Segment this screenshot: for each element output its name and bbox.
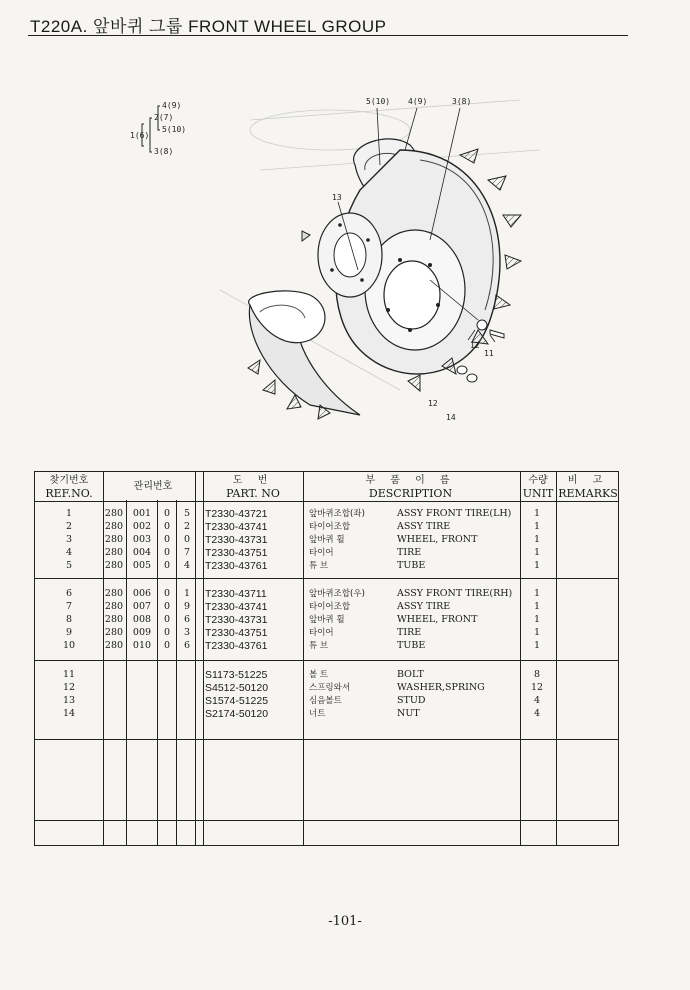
table-row — [35, 669, 618, 681]
row-name-kr: 볼 트 — [309, 670, 329, 680]
table-row — [35, 708, 618, 720]
row-mgmt-1: 280 — [104, 601, 124, 612]
row-description: NUT — [397, 708, 420, 719]
row-mgmt-3: 0 — [163, 640, 171, 651]
header-unit-en: UNIT — [522, 487, 554, 500]
row-part-no: T2330-43711 — [205, 588, 267, 600]
row-name-kr: 심음볼트 — [309, 696, 342, 706]
page-title: T220A. 앞바퀴 그룹 FRONT WHEEL GROUP — [30, 17, 387, 36]
row-mgmt-2: 002 — [132, 521, 152, 532]
row-name-kr: 앞바퀴 휠 — [309, 615, 345, 625]
header-part-kr: 도 번 — [232, 475, 274, 486]
header-mgmt — [103, 480, 203, 493]
row-description: ASSY TIRE — [397, 601, 451, 612]
row-name-kr: 타이어 — [309, 628, 334, 638]
title-divider — [28, 35, 628, 36]
row-ref: 5 — [65, 560, 73, 571]
header-mgmt-kr: 관리번호 — [133, 481, 173, 492]
row-part-no: S4512-50120 — [205, 682, 269, 694]
table-row — [35, 534, 618, 546]
table-row — [35, 601, 618, 613]
row-mgmt-4: 0 — [183, 534, 191, 545]
row-part-no: S2174-50120 — [205, 708, 269, 720]
row-part-no: T2330-43731 — [205, 534, 268, 546]
table-row — [35, 614, 618, 626]
callout-label: 4(9) — [408, 97, 428, 106]
row-mgmt-2: 010 — [132, 640, 152, 651]
row-part-no: T2330-43761 — [205, 560, 268, 572]
table-row — [35, 627, 618, 639]
row-unit: 4 — [533, 708, 541, 719]
row-mgmt-1: 280 — [104, 534, 124, 545]
row-mgmt-3: 0 — [163, 614, 171, 625]
row-unit: 8 — [533, 669, 541, 680]
row-ref: 14 — [62, 708, 76, 719]
row-mgmt-4: 4 — [183, 560, 191, 571]
header-ref — [35, 474, 103, 500]
row-description: TIRE — [397, 627, 422, 638]
callout-label: 14 — [446, 413, 456, 422]
row-mgmt-4: 7 — [183, 547, 191, 558]
row-description: TUBE — [397, 560, 426, 571]
header-part-en: PART. NO — [226, 487, 280, 500]
row-part-no: T2330-43741 — [205, 601, 268, 613]
row-mgmt-4: 6 — [183, 640, 191, 651]
row-name-kr: 튜 브 — [309, 561, 329, 571]
row-unit: 1 — [533, 534, 541, 545]
row-mgmt-3: 0 — [163, 547, 171, 558]
row-mgmt-2: 007 — [132, 601, 152, 612]
row-name-kr: 앞바퀴 휠 — [309, 535, 345, 545]
row-unit: 1 — [533, 640, 541, 651]
row-part-no: T2330-43721 — [205, 508, 268, 520]
callout-label: 3(8) — [154, 147, 174, 156]
row-mgmt-2: 001 — [132, 508, 152, 519]
header-remarks-kr: 비 고 — [567, 475, 609, 486]
row-mgmt-3: 0 — [163, 627, 171, 638]
row-mgmt-1: 280 — [104, 560, 124, 571]
row-part-no: T2330-43731 — [205, 614, 268, 626]
row-mgmt-3: 0 — [163, 508, 171, 519]
row-mgmt-3: 0 — [163, 601, 171, 612]
row-divider — [35, 820, 618, 821]
row-description: ASSY TIRE — [397, 521, 451, 532]
row-description: WHEEL, FRONT — [397, 534, 478, 545]
hub-disc — [302, 213, 382, 297]
row-mgmt-1: 280 — [104, 627, 124, 638]
row-unit: 1 — [533, 614, 541, 625]
row-mgmt-4: 5 — [183, 508, 191, 519]
header-remarks — [556, 474, 620, 500]
row-description: TIRE — [397, 547, 422, 558]
table-row — [35, 547, 618, 559]
row-name-kr: 앞바퀴조합(좌) — [309, 509, 365, 519]
row-mgmt-3: 0 — [163, 560, 171, 571]
header-unit-kr: 수량 — [528, 475, 548, 486]
parts-table — [34, 471, 619, 846]
header-desc-kr: 부 품 이 름 — [365, 475, 456, 486]
row-mgmt-4: 3 — [183, 627, 191, 638]
row-ref: 7 — [65, 601, 73, 612]
callout-label: 12 — [428, 399, 438, 408]
row-ref: 13 — [62, 695, 76, 706]
header-remarks-en: REMARKS — [558, 487, 618, 500]
row-divider — [35, 660, 618, 661]
header-desc — [303, 474, 518, 500]
row-ref: 1 — [65, 508, 73, 519]
row-mgmt-2: 008 — [132, 614, 152, 625]
row-part-no: S1173-51225 — [205, 669, 268, 681]
page-number: -101- — [328, 914, 362, 929]
row-mgmt-4: 9 — [183, 601, 191, 612]
row-name-kr: 타이어 — [309, 548, 334, 558]
top-left-callouts — [130, 101, 186, 156]
row-part-no: S1574-51225 — [205, 695, 269, 707]
row-name-kr: 타이어조합 — [309, 522, 351, 532]
row-mgmt-4: 2 — [183, 521, 191, 532]
row-description: TUBE — [397, 640, 426, 651]
row-name-kr: 앞바퀴조합(우) — [309, 589, 365, 599]
row-name-kr: 너트 — [309, 709, 326, 719]
row-mgmt-2: 006 — [132, 588, 152, 599]
row-name-kr: 타이어조합 — [309, 602, 351, 612]
row-divider — [35, 739, 618, 740]
row-name-kr: 스프링와셔 — [309, 683, 351, 693]
row-divider — [35, 501, 618, 502]
row-ref: 6 — [65, 588, 73, 599]
callout-label: 5(10) — [162, 125, 187, 134]
callout-label: 4(9) — [162, 101, 182, 110]
row-part-no: T2330-43761 — [205, 640, 268, 652]
row-mgmt-2: 004 — [132, 547, 152, 558]
row-ref: 10 — [62, 640, 76, 651]
row-description: ASSY FRONT TIRE(RH) — [397, 588, 513, 599]
table-row — [35, 640, 618, 652]
header-desc-en: DESCRIPTION — [368, 487, 453, 500]
row-description: BOLT — [397, 669, 424, 680]
table-row — [35, 682, 618, 694]
row-mgmt-4: 1 — [183, 588, 191, 599]
row-ref: 8 — [65, 614, 73, 625]
row-mgmt-1: 280 — [104, 508, 124, 519]
row-unit: 1 — [533, 560, 541, 571]
row-mgmt-3: 0 — [163, 534, 171, 545]
row-mgmt-1: 280 — [104, 521, 124, 532]
row-unit: 1 — [533, 547, 541, 558]
callout-label: 12 — [470, 341, 480, 350]
callout-label: 1(6) — [130, 131, 150, 140]
row-unit: 4 — [533, 695, 541, 706]
header-ref-en: REF.NO. — [45, 487, 93, 500]
row-description: WHEEL, FRONT — [397, 614, 478, 625]
row-part-no: T2330-43751 — [205, 547, 268, 559]
row-description: STUD — [397, 695, 426, 706]
table-row — [35, 508, 618, 520]
callout-label: 5(10) — [366, 97, 391, 106]
callout-label: 3(8) — [452, 97, 472, 106]
row-ref: 3 — [65, 534, 73, 545]
row-description: WASHER,SPRING — [397, 682, 485, 693]
row-ref: 2 — [65, 521, 73, 532]
row-mgmt-4: 6 — [183, 614, 191, 625]
row-unit: 1 — [533, 521, 541, 532]
callout-label: 13 — [332, 193, 342, 202]
row-ref: 12 — [62, 682, 76, 693]
row-unit: 12 — [530, 682, 544, 693]
row-ref: 11 — [62, 669, 76, 680]
header-part — [203, 474, 303, 500]
header-unit — [520, 474, 556, 500]
row-ref: 9 — [65, 627, 73, 638]
row-part-no: T2330-43751 — [205, 627, 268, 639]
front-wheel-exploded-diagram — [100, 90, 560, 430]
row-unit: 1 — [533, 588, 541, 599]
row-unit: 1 — [533, 601, 541, 612]
row-mgmt-2: 003 — [132, 534, 152, 545]
callout-label: 2(7) — [154, 113, 174, 122]
row-mgmt-1: 280 — [104, 547, 124, 558]
table-row — [35, 695, 618, 707]
table-row — [35, 521, 618, 533]
row-mgmt-3: 0 — [163, 588, 171, 599]
header-ref-kr: 찾기번호 — [49, 475, 89, 486]
table-row — [35, 560, 618, 572]
row-mgmt-3: 0 — [163, 521, 171, 532]
row-description: ASSY FRONT TIRE(LH) — [397, 508, 512, 519]
row-mgmt-1: 280 — [104, 640, 124, 651]
row-unit: 1 — [533, 627, 541, 638]
row-mgmt-1: 280 — [104, 588, 124, 599]
row-mgmt-2: 005 — [132, 560, 152, 571]
row-name-kr: 튜 브 — [309, 641, 329, 651]
row-divider — [35, 578, 618, 579]
callout-label: 11 — [484, 349, 494, 358]
table-row — [35, 588, 618, 600]
row-part-no: T2330-43741 — [205, 521, 268, 533]
row-mgmt-2: 009 — [132, 627, 152, 638]
row-ref: 4 — [65, 547, 73, 558]
row-mgmt-1: 280 — [104, 614, 124, 625]
row-unit: 1 — [533, 508, 541, 519]
